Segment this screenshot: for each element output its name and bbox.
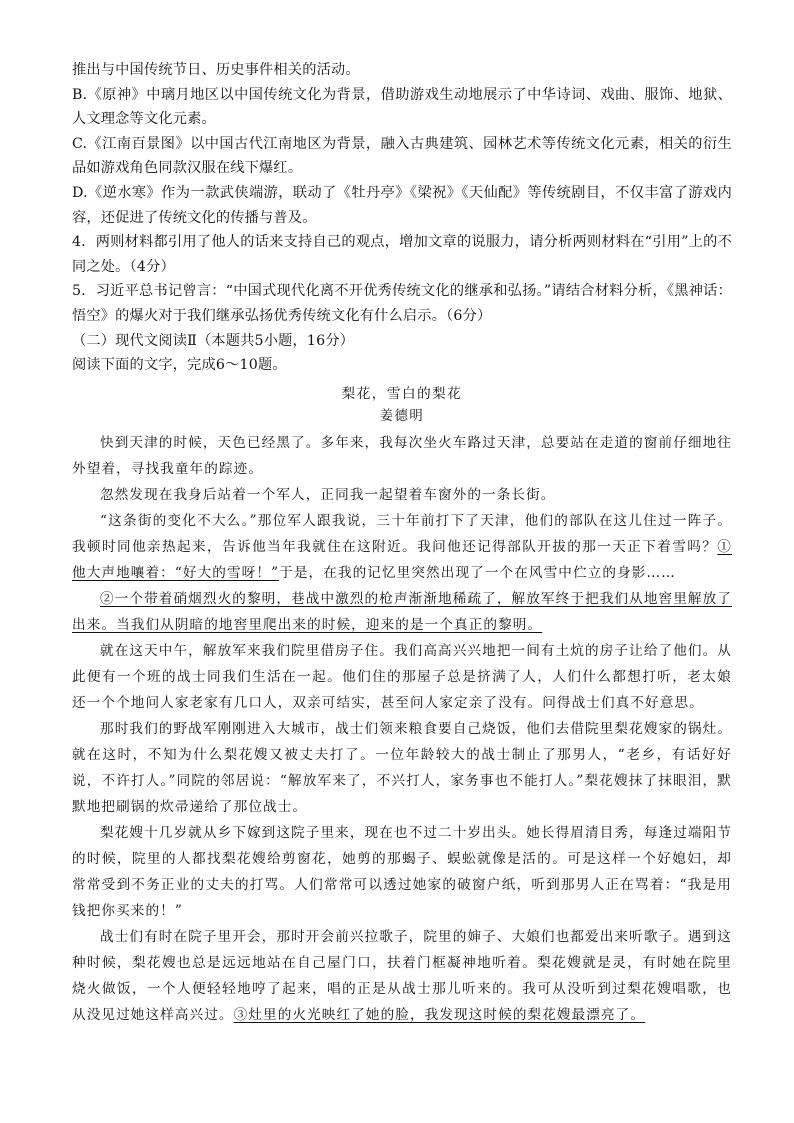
section-2-instruction: 阅读下面的文字，完成6～10题。: [72, 357, 287, 374]
option-a-tail: 推出与中国传统节日、历史事件相关的活动。: [72, 62, 360, 78]
essay-author: 姜德明: [379, 408, 425, 424]
essay-title: 梨花，雪白的梨花: [341, 385, 463, 402]
paragraph-3-text-b: 于是，在我的记忆里突然出现了一个在风雪中伫立的身影……: [279, 564, 676, 581]
underlined-sentence-2: ②一个带着硝烟烈火的黎明，巷战中激烈的枪声渐渐地稀疏了，解放军终于把我们从地窖里解放了出来。当我们从阴暗的地窖里爬出来的时候，迎来的是一个真正的黎明。: [72, 590, 732, 633]
option-d: D.《逆水寒》作为一款武侠端游，联动了《牡丹亭》《梁祝》《天仙配》等传统剧目，不仅丰富了游戏内容，还促进了传统文化的传播与普及。: [72, 184, 732, 226]
option-b: B.《原神》中璃月地区以中国传统文化为背景，借助游戏生动地展示了中华诗词、戏曲、服饰、地狱、人文理念等文化元素。: [72, 86, 732, 128]
essay-paragraph-5: 就在这天中午，解放军来我们院里借房子住。我们高高兴兴地把一间有土炕的房子让给了他们。从此便有一个班的战士同我们生活在一起。他们住的那屋子总是挤满了人，人们什么都想打听，老太娘还一个个地问人家老家有几口人，双亲可结实，甚至问人家定亲了没有。问得战士们真不好意思。: [72, 642, 732, 711]
question-5: 5．习近平总书记曾言：“中国式现代化离不开优秀传统文化的继承和弘扬。”请结合材料分析，《黑神话：悟空》的爆火对于我们继承弘扬优秀传统文化有什么启示。（6分）: [72, 283, 732, 324]
question-4: 4．两则材料都引用了他人的话来支持自己的观点，增加文章的说服力，请分析两则材料在“引用”上的不同之处。（4分）: [72, 234, 732, 275]
paragraph-8-text: 战士们有时在院子里开会，那时开会前兴拉歌子，院里的婶子、大娘们也都爱出来听歌子。遇到这种时候，梨花嫂也总是远远地站在自己屋门口，扶着门框凝神地听着。梨花嫂就是灵，有时她在院里烧火做饭，一个人便轻轻地哼了起来，唱的正是从战士那儿听来的。我可从没听到过梨花嫂唱歌，也从没见过她这样高兴过。: [72, 928, 732, 1023]
essay-paragraph-8: [72, 924, 732, 1028]
essay-paragraph-6: 那时我们的野战军刚刚进入大城市，战士们领来粮食要自己烧饭，他们去借院里梨花嫂家的锅灶。就在这时，不知为什么梨花嫂又被丈夫打了。一位年龄较大的战士制止了那男人，“老乡，有话好好说，不许打人。”同院的邻居说：“解放军来了，不兴打人，家务事也不能打人。”梨花嫂抹了抹眼泪，默默地把刷锅的炊帚递给了那位战士。: [72, 720, 732, 815]
essay-paragraph-7: 梨花嫂十几岁就从乡下嫁到这院子里来，现在也不过二十岁出头。她长得眉清目秀，每逢过端阳节的时候，院里的人都找梨花嫂给剪窗花，她剪的那蝎子、蜈蚣就像是活的。可是这样一个好媳妇，却常常受到不务正业的丈夫的打骂。人们常常可以透过她家的破窗户纸，听到那男人正在骂着：“我是用钱把你买来的！”: [72, 824, 732, 919]
section-2-heading: （二）现代文阅读Ⅱ（本题共5小题，16分）: [72, 332, 355, 349]
page-content: [72, 58, 732, 1028]
essay-paragraph-1: 快到天津的时候，天色已经黑了。多年来，我每次坐火车路过天津，总要站在走道的窗前仔细地往外望着，寻找我童年的踪迹。: [72, 434, 732, 477]
underlined-sentence-3: ③灶里的火光映红了她的脸，我发现这时候的梨花嫂最漂亮了。: [233, 1006, 646, 1023]
essay-paragraph-3: [72, 508, 732, 586]
option-c: C.《江南百景图》以中国古代江南地区为背景，融入古典建筑、园林艺术等传统文化元素，相关的衍生品如游戏角色同款汉服在线下爆红。: [72, 135, 732, 177]
underlined-sentence-1: ①他大声地嚷着：“好大的雪呀！”: [72, 538, 732, 581]
essay-paragraph-2: 忽然发现在我身后站着一个军人，正同我一起望着车窗外的一条长街。: [100, 486, 556, 503]
essay-paragraph-4: [72, 586, 732, 638]
paragraph-3-text-a: “这条街的变化不大么。”那位军人跟我说，三十年前打下了天津，他们的部队在这儿住过一阵子。我顿时同他亲热起来，告诉他当年我就住在这附近。我问他还记得部队开拔的那一天正下着雪吗？: [72, 512, 732, 555]
